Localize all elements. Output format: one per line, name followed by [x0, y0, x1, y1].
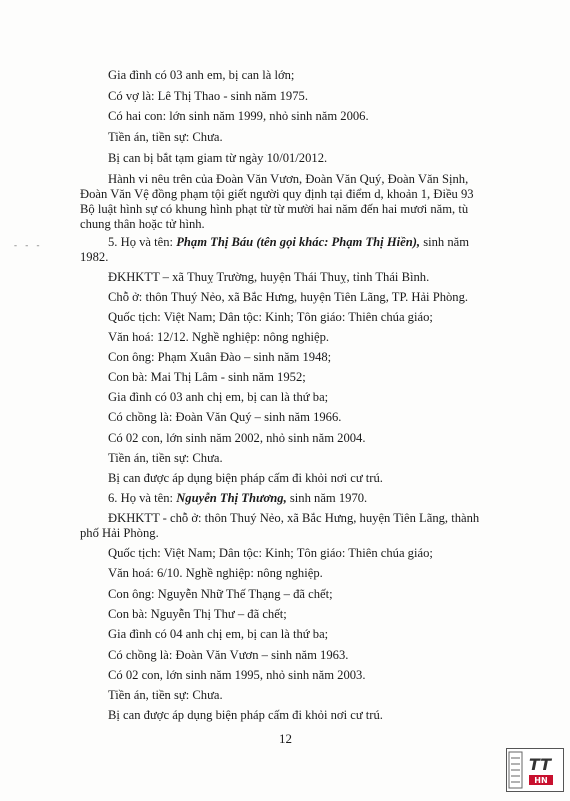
text-line: Đoàn Văn Vệ đồng phạm tội giết người quy định tại điểm d, khoản 1, Điều 93 — [80, 187, 474, 201]
text-line: Bị can được áp dụng biện pháp cấm đi khỏi nơi cư trú. — [108, 708, 383, 722]
svg-text:TT: TT — [528, 755, 552, 774]
label-text: 6. Họ và tên: — [108, 491, 177, 505]
text-line: Có 02 con, lớn sinh năm 1995, nhỏ sinh năm 2003. — [108, 668, 366, 682]
text-line: Có chồng là: Đoàn Văn Vươn – sinh năm 1963. — [108, 648, 349, 662]
text-line: Văn hoá: 12/12. Nghề nghiệp: nông nghiệp. — [108, 330, 330, 344]
text-line: Tiền án, tiền sự: Chưa. — [108, 688, 223, 702]
text-line — [108, 491, 367, 506]
text-line: Gia đình có 03 anh em, bị can là lớn; — [108, 68, 295, 82]
text-line: Tiền án, tiền sự: Chưa. — [108, 130, 223, 144]
text-line: 1982. — [80, 250, 109, 264]
birth-text: sinh năm 1970. — [286, 491, 368, 505]
text-line: Con ông: Nguyễn Nhữ Thế Thạng – đã chết; — [108, 587, 333, 601]
text-line: Quốc tịch: Việt Nam; Dân tộc: Kinh; Tôn giáo: Thiên chúa giáo; — [108, 310, 433, 324]
text-line: Hành vi nêu trên của Đoàn Văn Vươn, Đoàn Văn Quý, Đoàn Văn Sịnh, — [108, 172, 469, 186]
text-line: Bị can được áp dụng biện pháp cấm đi khỏi nơi cư trú. — [108, 471, 383, 485]
scan-marks: - - - — [14, 240, 43, 250]
defendant-name: Nguyễn Thị Thương, — [176, 491, 287, 505]
text-line: Có hai con: lớn sinh năm 1999, nhỏ sinh năm 2006. — [108, 109, 369, 123]
text-line: Có 02 con, lớn sinh năm 2002, nhỏ sinh năm 2004. — [108, 431, 366, 445]
text-line: chung thân hoặc tử hình. — [80, 217, 205, 231]
text-line: Chỗ ở: thôn Thuý Nẻo, xã Bắc Hưng, huyện Tiên Lãng, TP. Hải Phòng. — [108, 290, 469, 304]
text-line: ĐKHKTT - chỗ ở: thôn Thuý Nẻo, xã Bắc Hưng, huyện Tiên Lãng, thành — [108, 511, 480, 525]
defendant-name: Phạm Thị Báu (tên gọi khác: Phạm Thị Hiền), — [176, 235, 421, 249]
page-number: 12 — [279, 731, 292, 746]
text-line: Con bà: Mai Thị Lâm - sinh năm 1952; — [108, 370, 306, 384]
text-line: ĐKHKTT – xã Thuỵ Trường, huyện Thái Thuỵ, tỉnh Thái Bình. — [108, 270, 430, 284]
text-line: Gia đình có 04 anh chị em, bị can là thứ ba; — [108, 627, 329, 641]
birth-text: sinh năm — [420, 235, 470, 249]
text-line: Gia đình có 03 anh chị em, bị can là thứ ba; — [108, 390, 329, 404]
text-line: Con bà: Nguyễn Thị Thư – đã chết; — [108, 607, 287, 621]
text-line: Có chồng là: Đoàn Văn Quý – sinh năm 1966. — [108, 410, 342, 424]
text-line: Tiền án, tiền sự: Chưa. — [108, 451, 223, 465]
text-line: Bị can bị bắt tạm giam từ ngày 10/01/2012. — [108, 151, 328, 165]
text-line: Văn hoá: 6/10. Nghề nghiệp: nông nghiệp. — [108, 566, 323, 580]
text-line: Con ông: Phạm Xuân Đào – sinh năm 1948; — [108, 350, 332, 364]
text-line: phố Hải Phòng. — [80, 526, 159, 540]
text-line: Quốc tịch: Việt Nam; Dân tộc: Kinh; Tôn giáo: Thiên chúa giáo; — [108, 546, 433, 560]
tthn-logo — [506, 748, 564, 792]
text-line: Bộ luật hình sự có khung hình phạt từ từ mười hai năm đến hai mươi năm, tù — [80, 202, 469, 216]
svg-text:HN: HN — [534, 776, 548, 785]
label-text: 5. Họ và tên: — [108, 235, 177, 249]
text-line: Có vợ là: Lê Thị Thao - sinh năm 1975. — [108, 89, 308, 103]
text-line — [108, 235, 469, 250]
